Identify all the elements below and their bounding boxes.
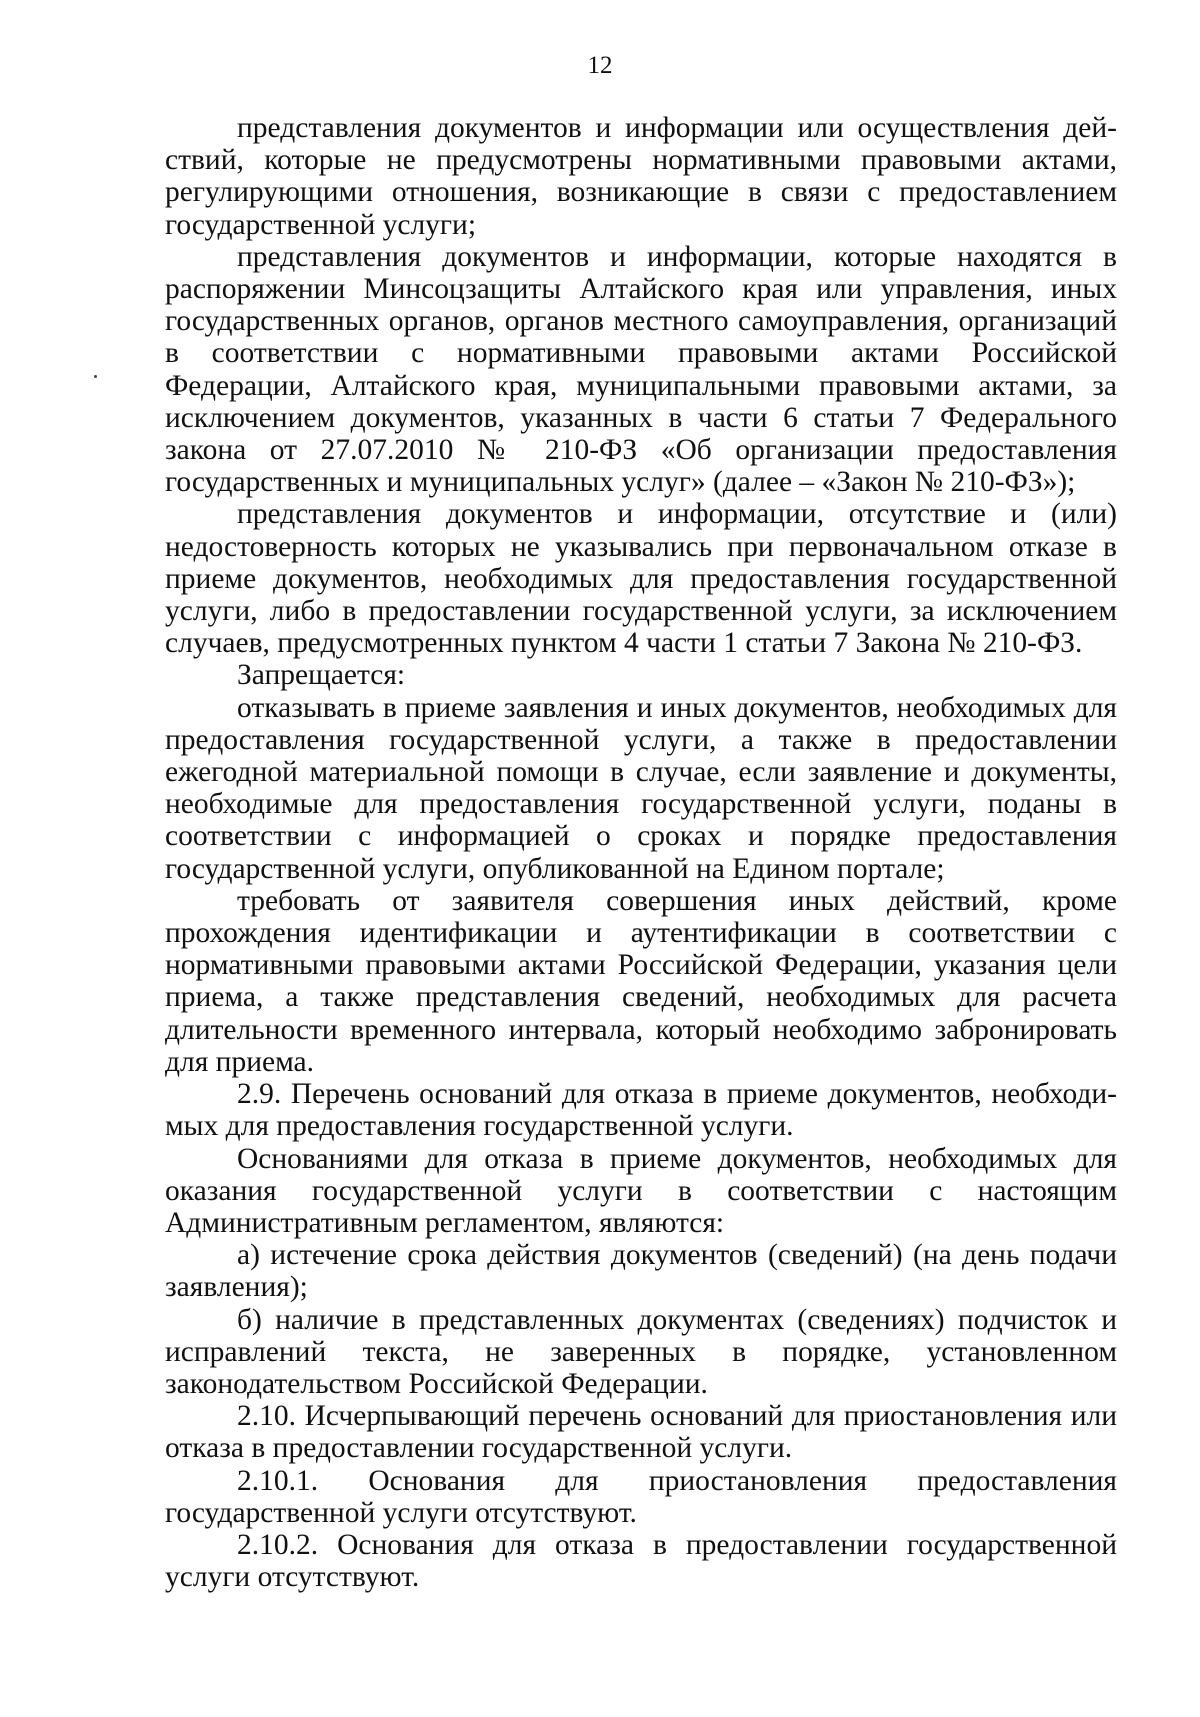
- paragraph-2: представления документов и информации, которые находятся в распоряжении Минсоцзащиты Алтайского края или управления, иных государственных органов, органов местного самоуправления, организаций в соответствии с нормативными правовыми актами Российской Федерации, Алтайского края, муниципальными правовыми актами, за исключением документов, указанных в части 6 статьи 7 Федерального закона от 27.07.2010 № 210-ФЗ «Об организации предоставления государственных и муниципальных услуг» (далее – «Закон № 210-ФЗ»);: [165, 240, 1117, 499]
- list-item-b: б) наличие в представленных документах (сведениях) подчисток и исправлений текста, не заверенных в порядке, установленном законодательством Российской Федерации.: [165, 1303, 1117, 1400]
- list-item-a: а) истечение срока действия документов (сведений) (на день подачи заявления);: [165, 1239, 1117, 1304]
- section-2-10-2: 2.10.2. Основания для отказа в предоставлении государственной услуги отсутствуют.: [165, 1528, 1117, 1594]
- paragraph-6: требовать от заявителя совершения иных действий, кроме прохождения идентификации и аутентификации в соответствии с нормативными правовыми актами Российской Федерации, указания цели приема, а также представления сведений, необходимых для расчета длительности временного интервала, который необходимо забронировать для приема.: [165, 884, 1117, 1078]
- section-2-10-1: 2.10.1. Основания для приостановления предоставления государственной услуги отсутствуют.: [165, 1464, 1117, 1529]
- document-body: [165, 112, 1117, 1593]
- section-2-9: 2.9. Перечень оснований для отказа в приеме документов, необходимых для предоставления государственной услуги.: [165, 1078, 1117, 1143]
- scan-artifact-dot: [94, 375, 97, 378]
- section-2-10: 2.10. Исчерпывающий перечень оснований для приостановления или отказа в предоставлении государственной услуги.: [165, 1400, 1117, 1465]
- paragraph-5: отказывать в приеме заявления и иных документов, необходимых для предоставления государственной услуги, а также в предоставлении ежегодной материальной помощи в случае, если заявление и документы, необходимые для предоставления государственной услуги, поданы в соответствии с информацией о сроках и порядке предоставления государственной услуги, опубликованной на Едином портале;: [165, 691, 1117, 885]
- paragraph-prohibited-heading: Запрещается:: [237, 659, 406, 692]
- page-number: 12: [587, 52, 613, 79]
- paragraph-1: представления документов и информации или осуществления действий, которые не предусмотрены нормативными правовыми актами, регулирующими отношения, возникающие в связи с предоставлением государственной услуги;: [165, 112, 1117, 241]
- paragraph-8: Основаниями для отказа в приеме документов, необходимых для оказания государственной услуги в соответствии с настоящим Административным регламентом, являются:: [165, 1142, 1117, 1239]
- paragraph-3: представления документов и информации, отсутствие и (или) недостоверность которых не указывались при первоначальном отказе в приеме документов, необходимых для предоставления государственной услуги, либо в предоставлении государственной услуги, за исключением случаев, предусмотренных пунктом 4 части 1 статьи 7 Закона № 210-ФЗ.: [165, 498, 1117, 660]
